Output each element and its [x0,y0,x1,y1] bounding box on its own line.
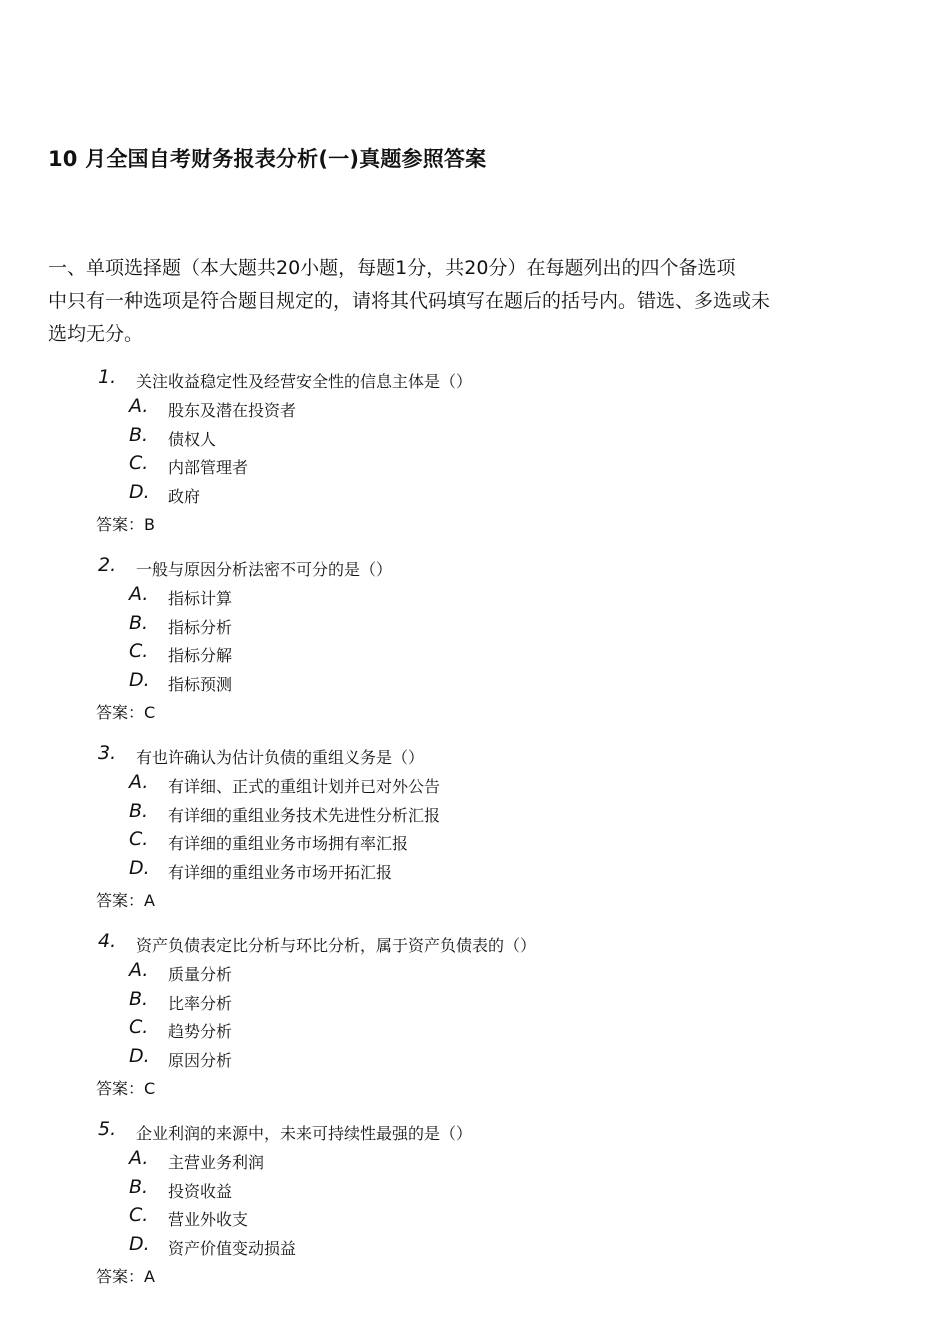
answer-label: 答案：C [96,703,156,722]
question-stem [96,368,896,397]
option-b [96,423,896,455]
answer-label: 答案：A [96,891,155,910]
option-letter: D. [129,856,150,879]
option-letter: C. [129,1204,149,1226]
option-letter: A. [129,771,149,793]
option-text: 指标分解 [168,646,233,665]
option-letter: B. [129,799,149,822]
option-text: 趋势分析 [168,1022,233,1041]
option-c [96,454,896,483]
option-letter: D. [129,668,150,691]
question-text: 关注收益稳定性及经营安全性的信息主体是（） [136,372,473,391]
question-text: 资产负债表定比分析与环比分析，属于资产负债表的（） [136,936,537,955]
option-letter: D. [129,1232,150,1255]
option-letter: C. [129,452,149,474]
option-text: 有详细的重组业务市场拥有率汇报 [168,834,409,853]
document-title: 10 月全国自考财务报表分析(一)真题参照答案 [48,147,487,171]
option-text: 资产价值变动损益 [168,1238,297,1258]
option-text: 股东及潜在投资者 [168,401,297,420]
question-number: 5. [98,1118,117,1140]
option-text: 有详细、正式的重组计划并已对外公告 [168,777,441,796]
option-letter: C. [129,1016,149,1038]
option-a [96,961,896,990]
option-letter: B. [129,987,149,1010]
question-stem [96,932,896,961]
question-stem [96,556,896,585]
answer-label: 答案：C [96,1079,156,1098]
option-c [96,642,896,671]
option-d [96,480,896,512]
option-a [96,1149,896,1178]
question-text: 企业利润的来源中，未来可持续性最强的是（） [136,1124,473,1143]
option-a [96,585,896,614]
option-text: 营业外收支 [168,1210,249,1229]
option-letter: A. [129,583,149,605]
option-letter: A. [129,395,149,417]
option-letter: A. [129,1147,149,1169]
option-letter: A. [129,959,149,981]
option-text: 质量分析 [168,965,233,984]
question-number: 3. [98,742,117,764]
question-number: 4. [98,930,117,952]
question-number: 1. [98,366,117,388]
option-d [96,668,896,700]
question-stem [96,744,896,773]
question-2 [96,556,896,727]
answer-label: 答案：B [96,515,155,534]
question-text: 一般与原因分析法密不可分的是（） [136,560,393,579]
option-d [96,1044,896,1076]
option-b [96,1175,896,1207]
intro-line: 选均无分。 [48,323,144,345]
option-text: 政府 [168,486,201,506]
option-letter: C. [129,828,149,850]
intro-line: 一、单项选择题（本大题共20小题，每题1分，共20分）在每题列出的四个备选项 [48,257,736,279]
option-c [96,1206,896,1235]
option-d [96,856,896,888]
option-text: 指标计算 [168,589,233,608]
option-a [96,397,896,426]
option-c [96,1018,896,1047]
question-4 [96,932,896,1103]
question-5 [96,1120,896,1291]
question-3 [96,744,896,915]
option-text: 债权人 [168,429,217,449]
option-b [96,611,896,643]
option-letter: B. [129,423,149,446]
option-letter: B. [129,611,149,634]
option-c [96,830,896,859]
option-text: 比率分析 [168,993,233,1013]
option-d [96,1232,896,1264]
option-letter: C. [129,640,149,662]
option-text: 内部管理者 [168,458,249,477]
option-text: 有详细的重组业务市场开拓汇报 [168,862,393,882]
option-text: 指标预测 [168,674,233,694]
option-a [96,773,896,802]
question-1 [96,368,896,539]
option-text: 原因分析 [168,1050,233,1070]
option-text: 指标分析 [168,617,233,637]
option-b [96,799,896,831]
option-text: 主营业务利润 [168,1153,265,1172]
option-text: 投资收益 [168,1181,233,1201]
question-text: 有也许确认为估计负债的重组义务是（） [136,748,425,767]
option-b [96,987,896,1019]
intro-line: 中只有一种选项是符合题目规定的，请将其代码填写在题后的括号内。错选、多选或未 [48,290,771,312]
option-letter: D. [129,1044,150,1067]
option-letter: D. [129,480,150,503]
option-text: 有详细的重组业务技术先进性分析汇报 [168,805,441,825]
option-letter: B. [129,1175,149,1198]
question-stem [96,1120,896,1149]
question-number: 2. [98,554,117,576]
answer-label: 答案：A [96,1267,155,1286]
section-intro [48,252,848,351]
